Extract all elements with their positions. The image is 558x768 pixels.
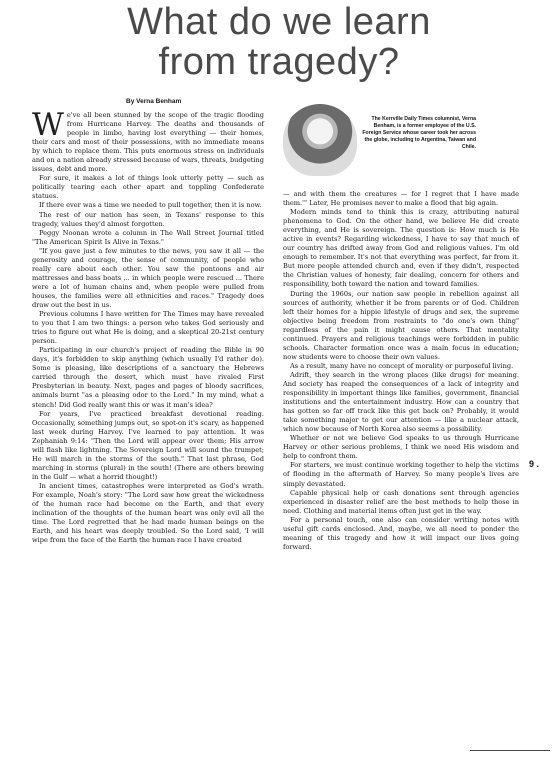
paragraph: e've all been stunned by the scope of the tragic flooding from Hurricane Harvey. The deaths and thousands of people in limbo, having lost everything — their homes, their cars and most of their possessions, with no immediate means by which to replace them. This puts enormous stress on individuals and on a nation already stressed because of wars, threats, budgeting issues, debt and more. (32, 111, 264, 174)
end-rule (470, 750, 550, 751)
paragraph: "If you gave just a few minutes to the news, you saw it all — the generosity and courage, the sense of community, of people who really care about each other. You saw the pontoons and air mattresses and bass boats ... in which people were rescued ... There were a lot of human chains and, when people were pulled from houses, the families were all ethnicities and races." Tragedy does draw out the best in us. (32, 246, 264, 309)
paragraph: Participating in our church's project of reading the Bible in 90 days, it's forbidden to skip anything (which usually I'd rather do). Some is pleasing, like descriptions of a sanctuary the Hebrews carried through the desert, which must have rivaled First Presbyterian in beauty. Next, pages and pages of bloody sacrifices, animals burnt "as a pleasing odor to the Lord." In my mind, what a stench! Did God really want this or was it man's idea? (32, 346, 264, 409)
headline-line-2: from tragedy? (158, 41, 400, 83)
paragraph: The rest of our nation has seen, in Texans' response to this tragedy, values they'd almost forgotten. (32, 210, 264, 228)
author-photo (283, 104, 357, 176)
paragraph: During the 1960s, our nation saw people in rebellion against all sources of authority, whether it be from parents or of God. Children left their homes for a hippie lifestyle of drugs and sex, the supreme objective being freedom from restraints to "do one's own thing" regardless of the pain it might cause others. That mentality continued. Prayers and religious teachings were forbidden in public schools. Character formation once was a main focus in education; now students were to choose their own values. (283, 289, 519, 361)
paragraph: Previous columns I have written for The Times may have revealed to you that I am two things: a person who takes God seriously and tries to figure out what He is doing, and a skeptical 20-21st century person. (32, 310, 264, 346)
paragraph: If there ever was a time we needed to pull together, then it is now. (39, 201, 262, 210)
paragraph: For sure, it makes a lot of things look utterly petty — such as politically tearing each other apart and toppling Confederate statues. (32, 174, 264, 201)
headline (0, 2, 558, 82)
drop-cap: W (32, 107, 64, 143)
paragraph: Whether or not we believe God speaks to us through Hurricane Harvey or other serious problems, I think we need His wisdom and help to confront them. (283, 434, 519, 461)
paragraph: For a personal touch, one also can consider writing notes with useful gift cards enclosed. And, maybe, we all need to ponder the meaning of this tragedy and how it will impact our lives going forward. (283, 515, 519, 551)
paragraph: As a result, many have no concept of morality or purposeful living. (290, 361, 514, 370)
page-number: 9 . (529, 459, 540, 469)
paragraph: In ancient times, catastrophes were interpreted as God's wrath. For example, Noah's story: "The Lord saw how great the wickedness of the human race had become on the Earth, and that every inclination of the thoughts of the human heart was only evil all the time. The Lord regretted that he had made human beings on the Earth, and his heart was deeply troubled. So the Lord said, 'I will wipe from the face of the Earth the human race I have created (32, 481, 264, 545)
paragraph: Capable physical help or cash donations sent through agencies experienced in disaster relief are the best methods to help those in need. Clothing and material items often just get in the way. (283, 488, 519, 515)
paragraph: Peggy Noonan wrote a column in The Wall Street Journal titled "The American Spirit Is Alive in Texas." (32, 228, 264, 246)
paragraph: For years, I've practiced breakfast devotional reading. Occasionally, something jumps out, so spot-on it's scary, as happened last week during Harvey. I've learned to pay attention. It was Zephaniah 9:14: "Then the Lord will appear over them; His arrow will flash like lightning. The Sovereign Lord will sound the trumpet; He will march in the storms of the south." That last phrase, God marching in storms (plural) in the south! (There are others brewing in the Gulf — what a horrid thought!) (32, 409, 264, 481)
byline: By Verna Benham (126, 98, 182, 105)
paragraph: Adrift, they search in the wrong places (like drugs) for meaning. And society has reaped the consequences of a lack of integrity and responsibility in important things like families, government, financial institutions and the entertainment industry. How can a country that has gotten so far off track like this get back on? Probably, it would take something major to get our attention — like a nuclear attack, which now because of North Korea also seems a possibility. (283, 370, 519, 434)
article-column-2 (283, 190, 519, 552)
paragraph: Modern minds tend to think this is crazy, attributing natural phenomena to God. On the other hand, we believe He did create everything, and He is sovereign. The question is: How much is He active in events? Regarding wickedness, I have to say that much of our country has drifted away from God and religious values. I'm old enough to remember. It's not that everything was perfect, far from it. But more people attended church and, even if they didn't, respected the Christian values of honesty, fair dealing, concern for others and responsibility, both toward the nation and toward families. (283, 208, 519, 289)
photo-caption: The Kerrville Daily Times columnist, Verna Benham, is a former employee of the U.S. Foreign Service whose career took her across the globe, including to Argentina, Taiwan and Chile. (362, 116, 476, 150)
headline-line-1: What do we learn (127, 1, 431, 43)
paragraph: — and with them the creatures — for I regret that I have made them.'" Later, He promises never to make a flood that big again. (283, 190, 519, 208)
article-column-1 (32, 107, 264, 545)
paragraph: For starters, we must continue working together to help the victims of flooding in the aftermath of Harvey. So many people's lives are simply devastated. (283, 461, 519, 488)
